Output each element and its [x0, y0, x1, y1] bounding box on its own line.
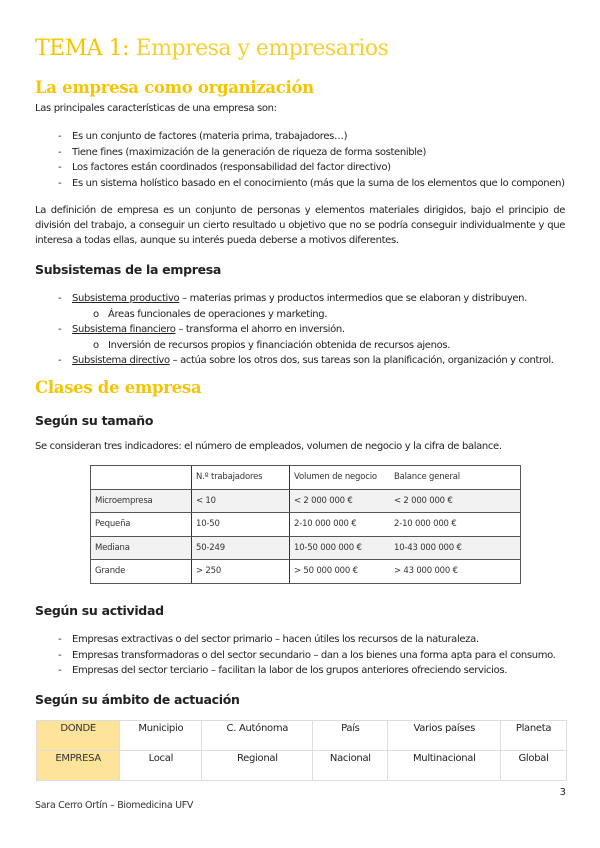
page-title [35, 36, 388, 61]
list-item: - Es un conjunto de factores (materia prima, trabajadores…) [35, 129, 565, 145]
description: – materias primas y productos intermedios que se elaboran y distribuyen. [179, 293, 528, 304]
cell: Local [120, 751, 202, 781]
table-row [37, 721, 567, 751]
description: – actúa sobre los otros dos, sus tareas son la planificación, organización y control. [169, 355, 554, 366]
subsistemas-list [35, 291, 554, 369]
list-item: - Tiene fines (maximización de la generación de riqueza de forma sostenible) [35, 145, 565, 161]
cell: Regional [202, 751, 313, 781]
sub-item: o Áreas funcionales de operaciones y marketing. [35, 307, 554, 323]
cell: 10-43 000 000 € [390, 536, 521, 560]
cell: > 43 000 000 € [390, 560, 521, 584]
table-row [37, 751, 567, 781]
heading-empresa-organizacion: La empresa como organización [35, 78, 314, 97]
row-header-cell: DONDE [37, 721, 120, 751]
cell: 2-10 000 000 € [390, 513, 521, 537]
cell: Global [501, 751, 567, 781]
title-main: Empresa y empresarios [135, 36, 389, 61]
header-cell: Balance general [390, 466, 521, 490]
tamano-intro: Se consideran tres indicadores: el número de empleados, volumen de negocio y la cifra de balance. [35, 441, 502, 452]
list-item: - Empresas extractivas o del sector primario – hacen útiles los recursos de la naturaleza. [35, 632, 556, 648]
actividad-list [35, 632, 556, 679]
cell: Mediana [91, 536, 192, 560]
cell: > 250 [192, 560, 290, 584]
cell: Multinacional [388, 751, 501, 781]
term: Subsistema directivo [72, 355, 170, 366]
cell: País [313, 721, 388, 751]
sub-item: o Inversión de recursos propios y financiación obtenida de recursos ajenos. [35, 338, 554, 354]
cell: C. Autónoma [202, 721, 313, 751]
list-item: - Los factores están coordinados (responsabilidad del factor directivo) [35, 160, 565, 176]
page-number: 3 [559, 787, 566, 798]
header-cell: Volumen de negocio [290, 466, 391, 490]
heading-actividad: Según su actividad [35, 603, 164, 618]
list-item [35, 322, 554, 338]
list-item [35, 291, 554, 307]
list-item: - Empresas del sector terciario – facilitan la labor de los grupos anteriores ofreciendo servicios. [35, 663, 556, 679]
cell: 10-50 [192, 513, 290, 537]
list-item: - Empresas transformadoras o del sector secundario – dan a los bienes una forma apta para el consumo. [35, 648, 556, 664]
cell: Grande [91, 560, 192, 584]
heading-subsistemas: Subsistemas de la empresa [35, 262, 222, 277]
term: Subsistema financiero [72, 324, 176, 335]
table-header-row [91, 466, 521, 490]
scope-table [36, 720, 567, 781]
cell: < 2 000 000 € [290, 489, 391, 513]
header-cell [91, 466, 192, 490]
table-row [91, 560, 521, 584]
cell: < 2 000 000 € [390, 489, 521, 513]
title-prefix: TEMA 1: [35, 36, 130, 61]
cell: 50-249 [192, 536, 290, 560]
description: – transforma el ahorro en inversión. [175, 324, 345, 335]
characteristics-list [35, 129, 565, 191]
heading-ambito: Según su ámbito de actuación [35, 692, 240, 707]
cell: Varios países [388, 721, 501, 751]
cell: < 10 [192, 489, 290, 513]
footer-author: Sara Cerro Ortín – Biomedicina UFV [35, 800, 194, 811]
size-table [90, 465, 521, 584]
cell: 10-50 000 000 € [290, 536, 391, 560]
cell: > 50 000 000 € [290, 560, 391, 584]
header-cell: N.º trabajadores [192, 466, 290, 490]
cell: Pequeña [91, 513, 192, 537]
heading-clases-empresa: Clases de empresa [35, 378, 202, 397]
cell: Planeta [501, 721, 567, 751]
cell: Microempresa [91, 489, 192, 513]
intro-text: Las principales características de una empresa son: [35, 103, 277, 114]
table-row [91, 536, 521, 560]
cell: Nacional [313, 751, 388, 781]
list-item: - Es un sistema holístico basado en el conocimiento (más que la suma de los elementos que lo componen) [35, 176, 565, 192]
table-row [91, 513, 521, 537]
list-item [35, 353, 554, 369]
term: Subsistema productivo [72, 293, 180, 304]
table-row [91, 489, 521, 513]
cell: Municipio [120, 721, 202, 751]
heading-tamano: Según su tamaño [35, 413, 154, 428]
row-header-cell: EMPRESA [37, 751, 120, 781]
definition-paragraph: La definición de empresa es un conjunto de personas y elementos materiales dirigidos, bajo el principio de división del trabajo, a conseguir un cierto resultado u objetivo que no se podría conseguir individualmente y que interesa a todas ellas, aunque su interés pueda deberse a motivos diferentes. [35, 205, 565, 246]
cell: 2-10 000 000 € [290, 513, 391, 537]
